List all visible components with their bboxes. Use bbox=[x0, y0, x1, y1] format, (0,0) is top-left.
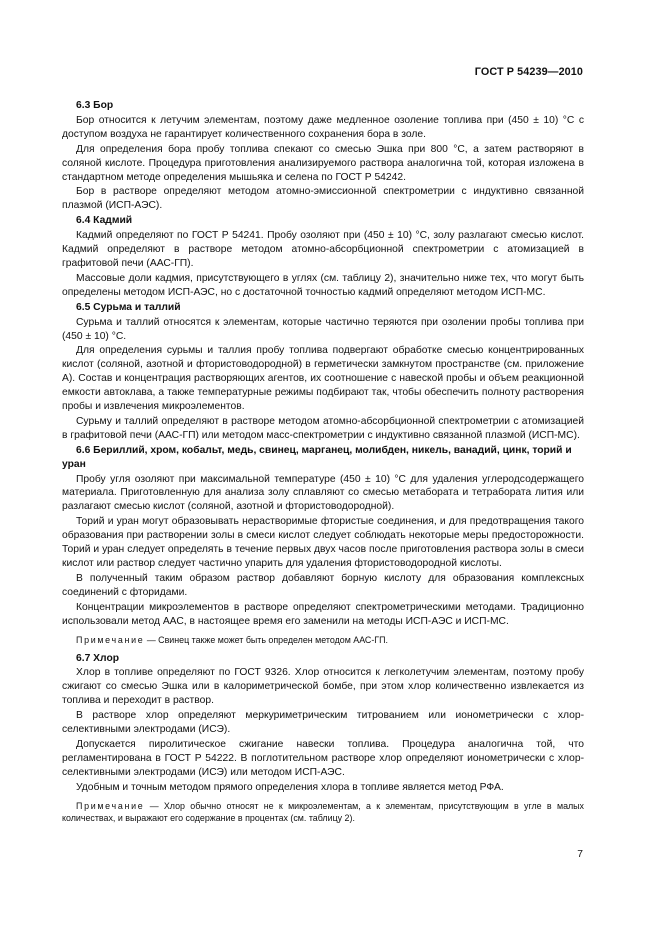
section-title: 6.3 Бор bbox=[76, 100, 114, 111]
paragraph: Сурьма и таллий относятся к элементам, которые частично теряются при озолении пробы топлива при (450 ± 10) °С. bbox=[62, 316, 584, 342]
paragraph: Концентрации микроэлементов в растворе определяют спектрометрическими методами. Традиционно использовали метод ААС, в настоящее время его заменили на методы ИСП-АЭС и ИСП-МС. bbox=[62, 601, 584, 627]
section-chlorine bbox=[62, 652, 584, 824]
section-boron bbox=[62, 99, 584, 213]
section-trace-elements bbox=[62, 444, 584, 646]
note-text: — Хлор обычно относят не к микроэлементам, а к элементам, присутствующим в угле в малых количествах, и выражают его содержание в процентах (см. таблицу 2). bbox=[62, 800, 584, 823]
paragraph: В полученный таким образом раствор добавляют борную кислоту для образования комплексных соединений с фторидами. bbox=[62, 572, 584, 598]
paragraph: Торий и уран могут образовывать нерастворимые фтористые соединения, и для предотвращения такого образования при растворении золы в смеси кислот следует соблюдать некоторые меры предосторожности. Торий и уран следует определять в течение первых двух часов после приготовления раствора золы в смеси кислот или раствор следует частично упарить для удаления фтористоводородной кислоты. bbox=[62, 516, 584, 569]
note bbox=[62, 800, 584, 824]
section-title: 6.7 Хлор bbox=[76, 652, 120, 664]
paragraph: Бор относится к летучим элементам, поэтому даже медленное озоление топлива при (450 ± 10) °С с доступом воздуха не гарантирует количественного сохранения бора в золе. bbox=[62, 114, 584, 140]
paragraph: Допускается пиролитическое сжигание навески топлива. Процедура аналогична той, что регламентирована в ГОСТ Р 54222. В поглотительном растворе хлор определяют ионометрически с хлор-селективными электродами (ИСЭ) или методом ИСП-АЭС. bbox=[62, 738, 584, 778]
paragraph: Для определения сурьмы и таллия пробу топлива подвергают обработке смесью концентрированных кислот (соляной, азотной и фтористоводородной) в герметически замкнутом пространстве (см. приложение А). Состав и концентрация растворяющих агентов, их соотношение с навеской пробы и объем реакционной емкости автоклава, а также температурные режимы подбирают так, чтобы обеспечить полноту растворения пробы и извлечения микроэлементов. bbox=[62, 345, 584, 413]
paragraph: В растворе хлор определяют меркуриметрическим титрованием или ионометрически с хлор-селективными электродами (ИСЭ). bbox=[62, 710, 584, 736]
paragraph: Массовые доли кадмия, присутствующего в углях (см. таблицу 2), значительно ниже тех, что могут быть определены методом ИСП-АЭС, но с достаточной точностью кадмий определяют методом ИСП-МС. bbox=[62, 272, 584, 298]
section-title: 6.4 Кадмий bbox=[76, 215, 133, 227]
page-number: 7 bbox=[577, 849, 583, 860]
section-title: 6.6 Бериллий, хром, кобальт, медь, свинец, марганец, молибден, никель, ванадий, цинк, торий и уран bbox=[62, 444, 572, 470]
note bbox=[62, 634, 584, 646]
note-text: — Свинец также может быть определен методом ААС-ГП. bbox=[146, 634, 388, 645]
document-body bbox=[62, 97, 584, 830]
paragraph: Хлор в топливе определяют по ГОСТ 9326. Хлор относится к легколетучим элементам, поэтому пробу сжигают со смесью Эшка или в калориметрической бомбе, при этом хлор количественно извлекается из топлива и переходит в раствор. bbox=[62, 667, 584, 707]
paragraph: Сурьму и таллий определяют в растворе методом атомно-абсорбционной спектрометрии с атомизацией в графитовой печи (ААС-ГП) или методом масс-спектрометрии с индуктивно связанной плазмой (ИСП-МС). bbox=[62, 415, 584, 441]
section-title: 6.5 Сурьма и таллий bbox=[76, 301, 181, 313]
note-label: Примечание bbox=[76, 800, 145, 811]
paragraph: Бор в растворе определяют методом атомно-эмиссионной спектрометрии с индуктивно связанной плазмой (ИСП-АЭС). bbox=[62, 186, 584, 212]
paragraph: Кадмий определяют по ГОСТ Р 54241. Пробу озоляют при (450 ± 10) °С, золу разлагают смесью кислот. Кадмий определяют в растворе методом атомно-абсорбционной спектрометрии с атомизацией в графитовой печи (ААС-ГП). bbox=[62, 230, 584, 269]
note-label: Примечание bbox=[76, 634, 145, 645]
paragraph: Удобным и точным методом прямого определения хлора в топливе является метод РФА. bbox=[76, 781, 504, 793]
paragraph: Пробу угля озоляют при максимальной температуре (450 ± 10) °С для удаления углеродсодержащего материала. Приготовленную для анализа золу сплавляют со смесью метабората и тетрабората лития или разлагают смесью кислот (соляной, азотной и фтористоводородной). bbox=[62, 473, 584, 513]
paragraph: Для определения бора пробу топлива спекают со смесью Эшка при 800 °С, а затем растворяют в соляной кислоте. Процедура приготовления анализируемого раствора аналогична той, которая изложена в стандартном методе определения мышьяка и селена по ГОСТ Р 54242. bbox=[62, 143, 584, 183]
document-code: ГОСТ Р 54239—2010 bbox=[474, 66, 583, 78]
section-cadmium bbox=[62, 214, 584, 299]
section-antimony-thallium bbox=[62, 301, 584, 443]
